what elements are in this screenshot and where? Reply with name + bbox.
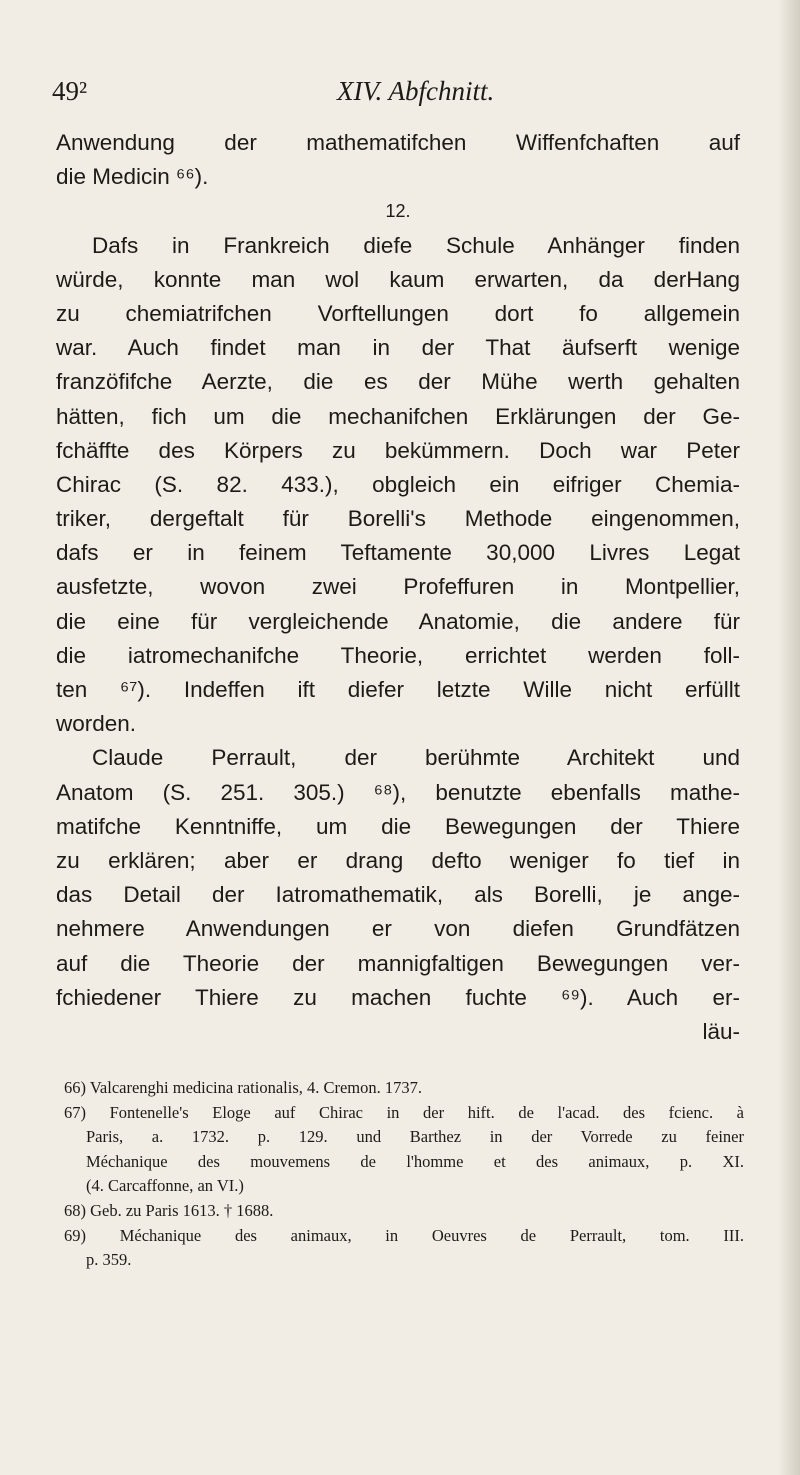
section-number: 12. xyxy=(385,201,411,222)
footnotes xyxy=(64,1076,744,1273)
text-line: hätten, fich um die mechanifchen Erklärungen der Ge- xyxy=(56,403,740,429)
main-text xyxy=(56,126,756,1049)
footnote-continuation: Paris, a. 1732. p. 129. und Barthez in der Vorrede zu feiner xyxy=(86,1127,744,1147)
footnote: 67) Fontenelle's Eloge auf Chirac in der hift. de l'acad. des fcienc. à xyxy=(64,1102,744,1122)
text-line: das Detail der Iatromathematik, als Borelli, je ange- xyxy=(56,882,740,908)
text-line: würde, konnte man wol kaum erwarten, da derHang xyxy=(56,266,740,292)
text-line: die iatromechanifche Theorie, errichtet werden foll- xyxy=(56,642,740,668)
text-line: Dafs in Frankreich diefe Schule Anhänger finden xyxy=(92,232,740,258)
text-line: Anwendung der mathematifchen Wiffenfchaften auf xyxy=(56,130,740,155)
page-edge-shadow xyxy=(778,0,800,1475)
footnote: 68) Geb. zu Paris 1613. † 1688. xyxy=(64,1200,274,1220)
text-line: fchiedener Thiere zu machen fuchte ⁶⁹). Auch er- xyxy=(56,984,740,1010)
text-line: ausfetzte, wovon zwei Profeffuren in Montpellier, xyxy=(56,574,740,600)
text-line: Chirac (S. 82. 433.), obgleich ein eifriger Chemia- xyxy=(56,471,740,497)
text-line: war. Auch findet man in der That äufserft wenige xyxy=(56,335,740,361)
running-head: XIV. Abfchnitt. xyxy=(337,76,495,106)
footnote: 66) Valcarenghi medicina rationalis, 4. Cremon. 1737. xyxy=(64,1078,423,1097)
text-line: worden. xyxy=(56,711,137,737)
text-line: triker, dergeftalt für Borelli's Methode eingenommen, xyxy=(56,506,740,532)
text-line: zu erklären; aber er drang defto weniger fo tief in xyxy=(56,847,740,873)
text-line: Anatom (S. 251. 305.) ⁶⁸), benutzte ebenfalls mathe- xyxy=(56,779,740,805)
catchword: läu- xyxy=(702,1018,740,1044)
page-number: 49² xyxy=(52,76,88,106)
page-header xyxy=(52,76,752,116)
footnote-continuation: (4. Carcaffonne, an VI.) xyxy=(86,1176,244,1196)
text-line: zu chemiatrifchen Vorftellungen dort fo allgemein xyxy=(56,300,740,326)
text-line: die Medicin ⁶⁶). xyxy=(56,164,209,190)
text-line: dafs er in feinem Teftamente 30,000 Livres Legat xyxy=(56,540,740,566)
footnote: 69) Méchanique des animaux, in Oeuvres de Perrault, tom. III. xyxy=(64,1225,744,1245)
text-line: matifche Kenntniffe, um die Bewegungen der Thiere xyxy=(56,813,740,839)
footnote-continuation: p. 359. xyxy=(86,1250,132,1270)
text-line: auf die Theorie der mannigfaltigen Bewegungen ver- xyxy=(56,950,740,976)
text-line: die eine für vergleichende Anatomie, die andere für xyxy=(56,608,740,634)
footnote-continuation: Méchanique des mouvemens de l'homme et des animaux, p. XI. xyxy=(86,1151,744,1171)
text-line: fchäffte des Kö​rpers zu bekümmern. Doch war Peter xyxy=(56,437,740,463)
text-line: ten ⁶⁷). Indeffen ift diefer letzte Wille nicht erfüllt xyxy=(56,677,740,702)
text-line: nehmere Anwendungen er von diefen Grundfätzen xyxy=(56,916,740,942)
text-line: franzöfifche Aerzte, die es der Mühe werth gehalten xyxy=(56,369,740,395)
text-line: Claude Perrault, der berühmte Architekt und xyxy=(92,745,740,771)
